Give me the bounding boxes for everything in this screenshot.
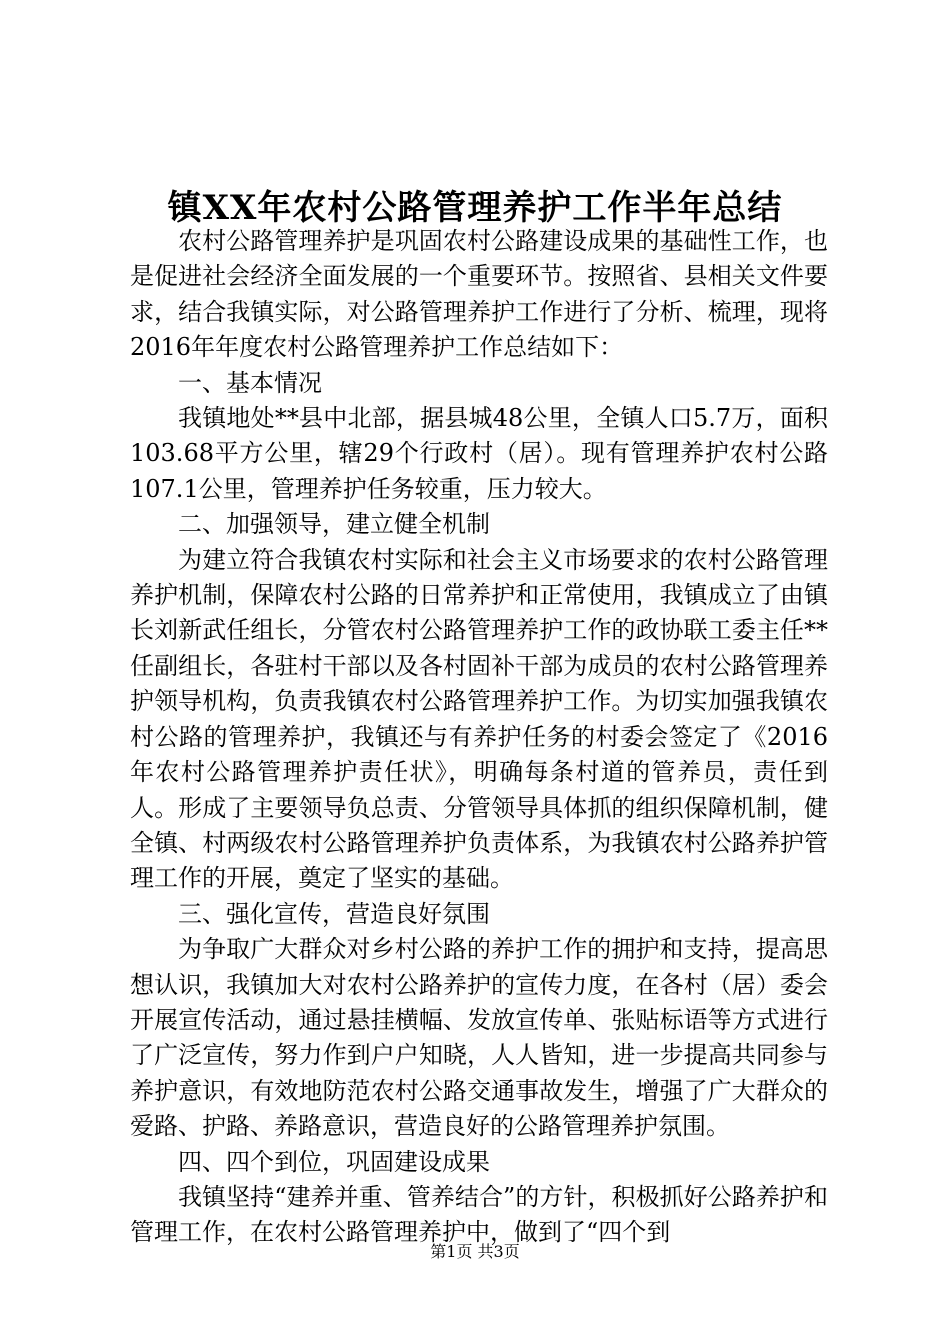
section-heading-2: 二、加强领导，建立健全机制 <box>178 510 490 539</box>
section-heading-3: 三、强化宣传，营造良好氛围 <box>178 899 490 928</box>
intro-paragraph: 农村公路管理养护是巩固农村公路建设成果的基础性工作，也是促进社会经济全面发展的一个重要环节。按照省、县相关文件要求，结合我镇实际，对公路管理养护工作进行了分析、梳理，现将2016年年度农村公路管理养护工作总结如下： <box>130 227 828 362</box>
page-footer: 第1页 共3页 <box>430 1242 520 1261</box>
section-heading-4: 四、四个到位，巩固建设成果 <box>178 1147 490 1176</box>
document-title: 镇XX年农村公路管理养护工作半年总结 <box>167 188 783 228</box>
section-paragraph-4: 我镇坚持“建养并重、管养结合”的方针，积极抓好公路养护和管理工作，在农村公路管理养护中，做到了“四个到 <box>130 1182 828 1247</box>
section-heading-1: 一、基本情况 <box>178 368 322 397</box>
section-paragraph-3: 为争取广大群众对乡村公路的养护工作的拥护和支持，提高思想认识，我镇加大对农村公路养护的宣传力度，在各村（居）委会开展宣传活动，通过悬挂横幅、发放宣传单、张贴标语等方式进行了广泛宣传，努力作到户户知晓，人人皆知，进一步提高共同参与养护意识，有效地防范农村公路交通事故发生，增强了广大群众的爱路、护路、养路意识，营造良好的公路管理养护氛围。 <box>130 935 828 1141</box>
section-paragraph-2: 为建立符合我镇农村实际和社会主义市场要求的农村公路管理养护机制，保障农村公路的日常养护和正常使用，我镇成立了由镇长刘新武任组长，分管农村公路管理养护工作的政协联工委主任**任副组长，各驻村干部以及各村固补干部为成员的农村公路管理养护领导机构，负责我镇农村公路管理养护工作。为切实加强我镇农村公路的管理养护，我镇还与有养护任务的村委会签定了《2016年农村公路管理养护责任状》，明确每条村道的管养员，责任到人。形成了主要领导负总责、分管领导具体抓的组织保障机制，健全镇、村两级农村公路管理养护负责体系，为我镇农村公路养护管理工作的开展，奠定了坚实的基础。 <box>130 545 828 893</box>
section-paragraph-1: 我镇地处**县中北部，据县城48公里，全镇人口5.7万，面积103.68平方公里，辖29个行政村（居）。现有管理养护农村公路107.1公里，管理养护任务较重，压力较大。 <box>130 404 828 503</box>
document-body <box>130 224 828 1251</box>
